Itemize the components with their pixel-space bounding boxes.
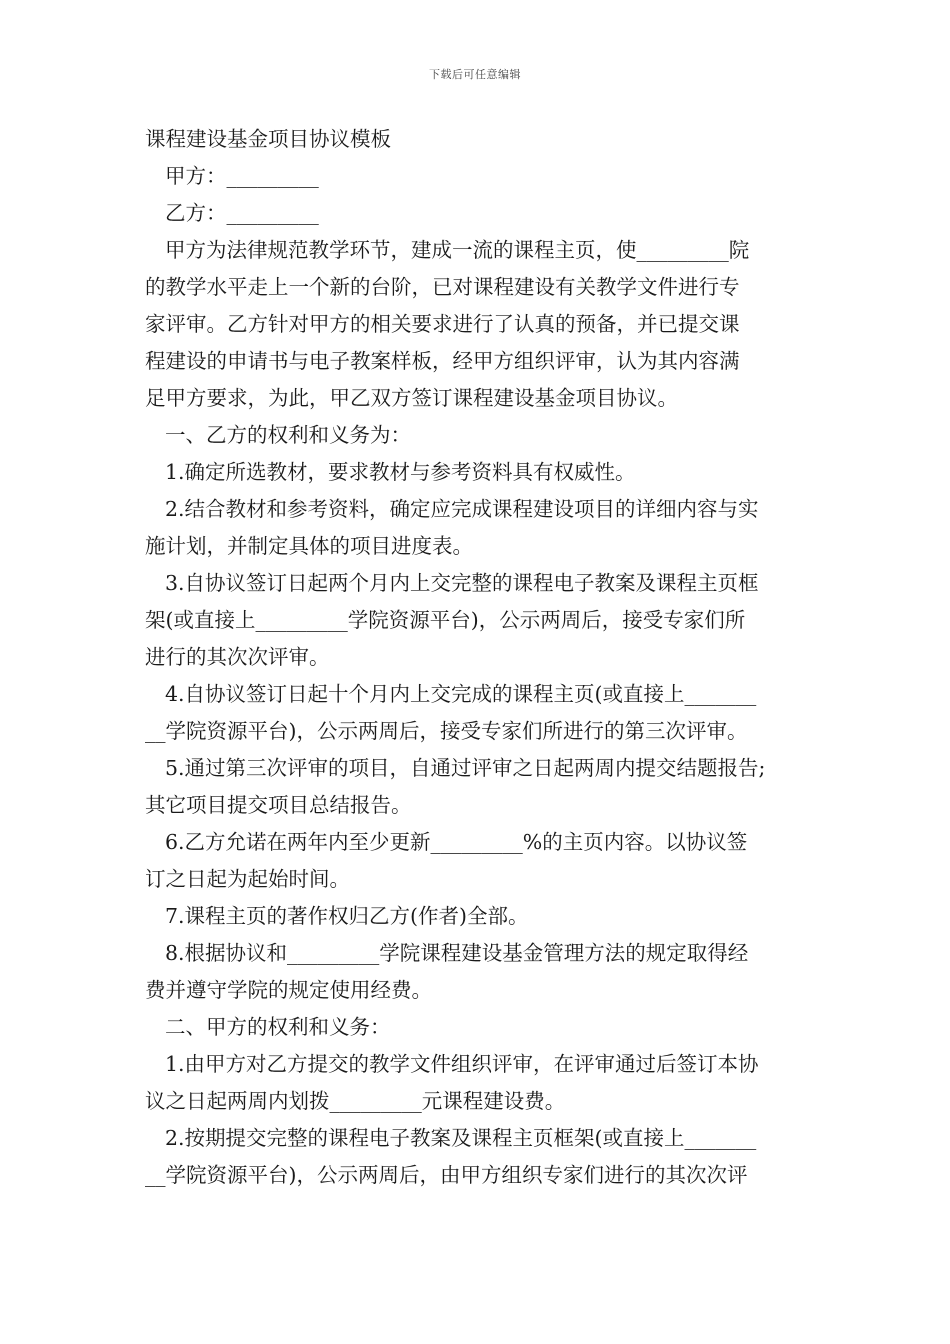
list-item: 2.按期提交完整的课程电子教案及课程主页框架(或直接上_______ [165,1126,757,1150]
section-heading: 一、乙方的权利和义务为： [165,423,411,447]
party-a-line: 甲方：_________ [165,164,319,188]
paragraph-line: 甲方为法律规范教学环节，建成一流的课程主页，使_________院 [165,238,750,262]
section-heading: 二、甲方的权利和义务： [165,1015,391,1039]
list-item-continuation: 架(或直接上_________学院资源平台)，公示两周后，接受专家们所 [145,608,746,632]
list-item-continuation: 施计划，并制定具体的项目进度表。 [145,534,473,558]
list-item-continuation: __学院资源平台)，公示两周后，由甲方组织专家们进行的其次次评 [145,1163,748,1187]
list-item-continuation: 进行的其次次评审。 [145,645,330,669]
paragraph-line: 足甲方要求，为此，甲乙双方签订课程建设基金项目协议。 [145,386,678,410]
paragraph-line: 家评审。乙方针对甲方的相关要求进行了认真的预备，并已提交课 [145,312,740,336]
document-title: 课程建设基金项目协议模板 [145,127,391,151]
list-item: 6.乙方允诺在两年内至少更新_________%的主页内容。以协议签 [165,830,748,854]
document-body [145,121,815,1194]
list-item-continuation: 订之日起为起始时间。 [145,867,350,891]
paragraph-line: 程建设的申请书与电子教案样板，经甲方组织评审，认为其内容满 [145,349,740,373]
list-item-continuation: 议之日起两周内划拨_________元课程建设费。 [145,1089,566,1113]
list-item: 1.由甲方对乙方提交的教学文件组织评审，在评审通过后签订本协 [165,1052,759,1076]
list-item: 3.自协议签订日起两个月内上交完整的课程电子教案及课程主页框 [165,571,759,595]
list-item: 5.通过第三次评审的项目，自通过评审之日起两周内提交结题报告; [165,756,766,780]
list-item: 2.结合教材和参考资料，确定应完成课程建设项目的详细内容与实 [165,497,759,521]
party-b-line: 乙方：_________ [165,201,319,225]
list-item: 8.根据协议和_________学院课程建设基金管理方法的规定取得经 [165,941,749,965]
paragraph-line: 的教学水平走上一个新的台阶，已对课程建设有关教学文件进行专 [145,275,740,299]
list-item: 1.确定所选教材，要求教材与参考资料具有权威性。 [165,460,636,484]
list-item: 4.自协议签订日起十个月内上交完成的课程主页(或直接上_______ [165,682,757,706]
list-item: 7.课程主页的著作权归乙方(作者)全部。 [165,904,529,928]
list-item-continuation: __学院资源平台)，公示两周后，接受专家们所进行的第三次评审。 [145,719,748,743]
list-item-continuation: 其它项目提交项目总结报告。 [145,793,412,817]
list-item-continuation: 费并遵守学院的规定使用经费。 [145,978,432,1002]
page-header-note: 下载后可任意编辑 [429,68,521,81]
